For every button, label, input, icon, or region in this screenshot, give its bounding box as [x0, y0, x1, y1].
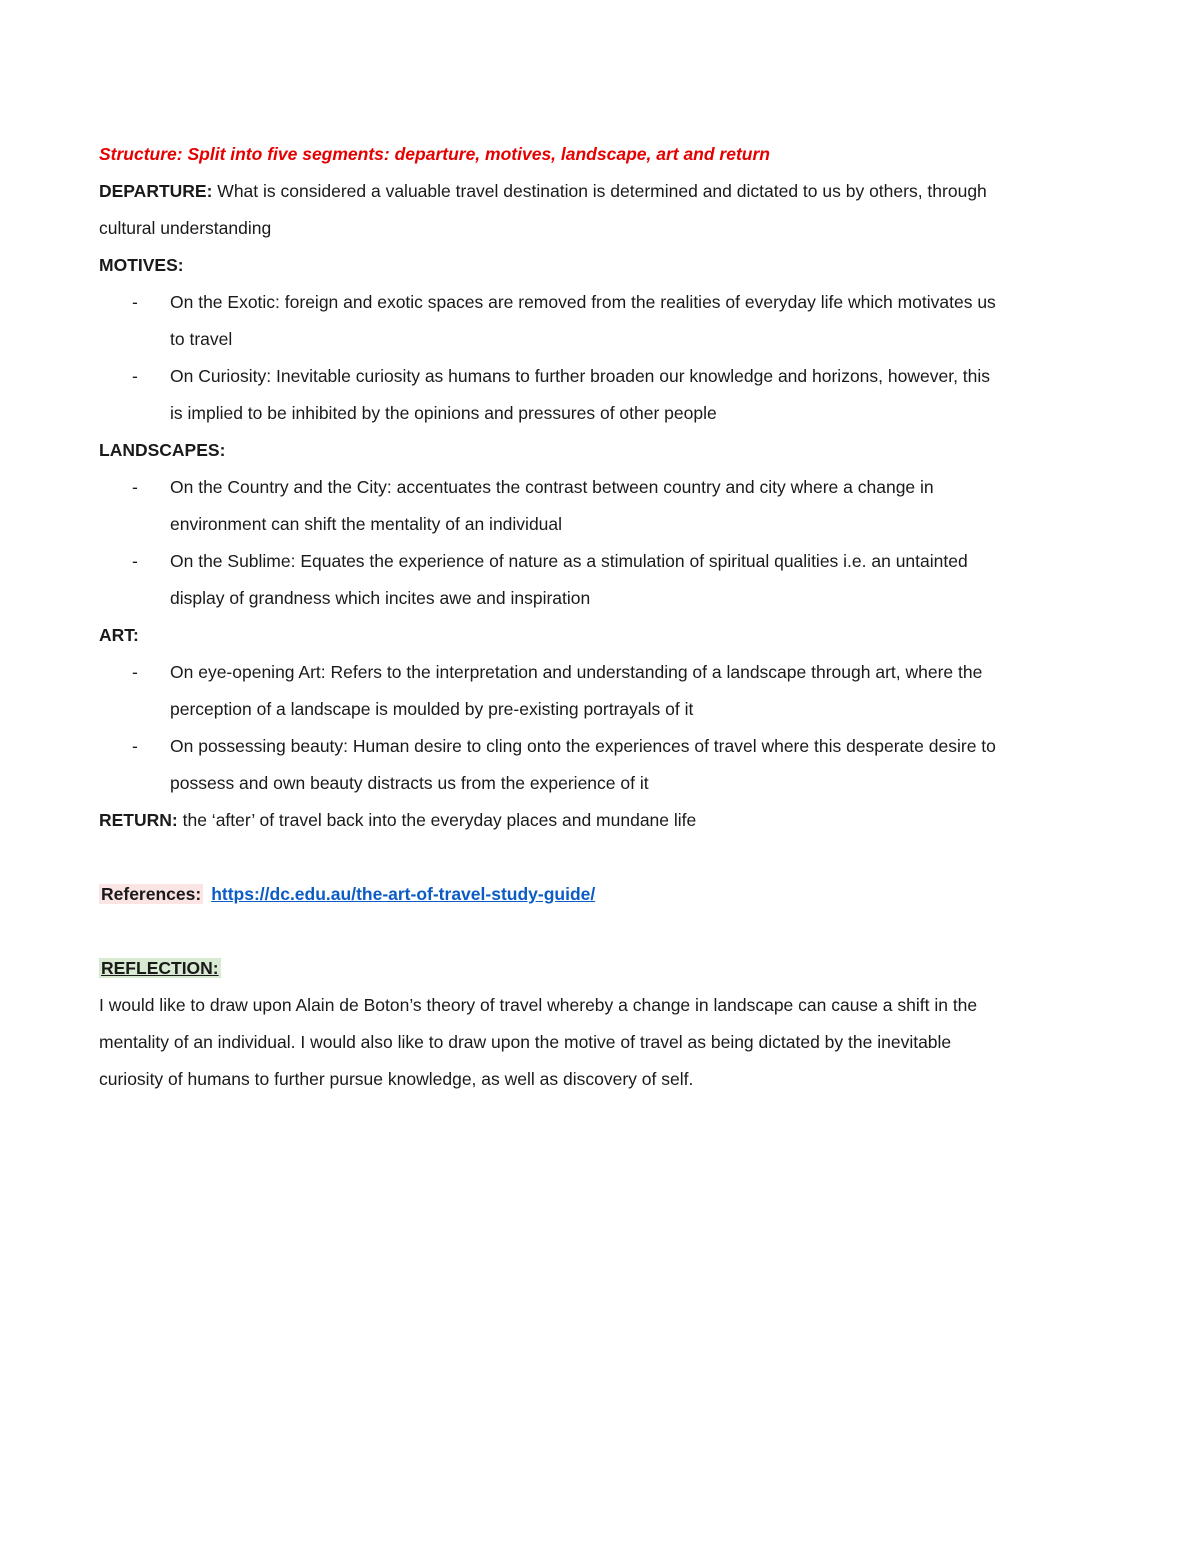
landscapes-item-sublime — [99, 543, 1109, 617]
reflection-line: curiosity of humans to further pursue knowledge, as well as discovery of self. — [99, 1069, 694, 1089]
art-item-line: perception of a landscape is moulded by pre-existing portrayals of it — [170, 699, 694, 719]
motives-item-line: to travel — [170, 329, 233, 349]
reflection-label: REFLECTION: — [101, 958, 219, 978]
motives-item-line: is implied to be inhibited by the opinions and pressures of other people — [170, 403, 717, 423]
art-item-line: On eye-opening Art: Refers to the interpretation and understanding of a landscape through art, where the — [170, 662, 983, 682]
landscapes-item-line: On the Country and the City: accentuates the contrast between country and city where a change in — [170, 477, 934, 497]
departure-text: What is considered a valuable travel destination is determined and dictated to us by others, through — [212, 181, 987, 201]
structure-heading: Structure: Split into five segments: departure, motives, landscape, art and return — [99, 144, 770, 164]
document-page — [99, 136, 1109, 1098]
motives-item-curiosity — [99, 358, 1109, 432]
landscapes-item-line: On the Sublime: Equates the experience of nature as a stimulation of spiritual qualities i.e. an untainted — [170, 551, 968, 571]
motives-item-exotic — [99, 284, 1109, 358]
landscapes-item-line: environment can shift the mentality of an individual — [170, 514, 563, 534]
return-label: RETURN: — [99, 810, 178, 830]
references-paragraph — [99, 876, 1109, 913]
return-paragraph — [99, 802, 1109, 839]
landscapes-item-line: display of grandness which incites awe and inspiration — [170, 588, 591, 608]
art-item-eye-opening — [99, 654, 1109, 728]
spacer — [99, 913, 1109, 950]
motives-item-line: On Curiosity: Inevitable curiosity as humans to further broaden our knowledge and horizons, however, this — [170, 366, 991, 386]
bullet-dash: - — [132, 736, 138, 756]
art-item-line: possess and own beauty distracts us from the experience of it — [170, 773, 649, 793]
departure-label: DEPARTURE: — [99, 181, 213, 201]
departure-paragraph — [99, 173, 1109, 210]
reflection-line: mentality of an individual. I would also like to draw upon the motive of travel as being dictated by the inevitable — [99, 1032, 952, 1052]
bullet-dash: - — [132, 551, 138, 571]
bullet-dash: - — [132, 292, 138, 312]
bullet-dash: - — [132, 662, 138, 682]
art-item-possessing-beauty — [99, 728, 1109, 802]
departure-text-line2: cultural understanding — [99, 218, 272, 238]
motives-item-line: On the Exotic: foreign and exotic spaces are removed from the realities of everyday life which motivates us — [170, 292, 996, 312]
bullet-dash: - — [132, 477, 138, 497]
reflection-line: I would like to draw upon Alain de Boton’s theory of travel whereby a change in landscape can cause a shift in the — [99, 995, 978, 1015]
art-label: ART: — [99, 625, 139, 645]
reflection-heading-line — [99, 950, 1109, 987]
return-text: the ‘after’ of travel back into the everyday places and mundane life — [177, 810, 697, 830]
motives-label: MOTIVES: — [99, 255, 184, 275]
landscapes-item-country-city — [99, 469, 1109, 543]
landscapes-label: LANDSCAPES: — [99, 440, 226, 460]
bullet-dash: - — [132, 366, 138, 386]
spacer — [99, 839, 1109, 876]
references-label: References: — [101, 884, 202, 904]
art-item-line: On possessing beauty: Human desire to cling onto the experiences of travel where this desperate desire to — [170, 736, 996, 756]
references-link[interactable]: https://dc.edu.au/the-art-of-travel-study-guide/ — [211, 884, 596, 904]
